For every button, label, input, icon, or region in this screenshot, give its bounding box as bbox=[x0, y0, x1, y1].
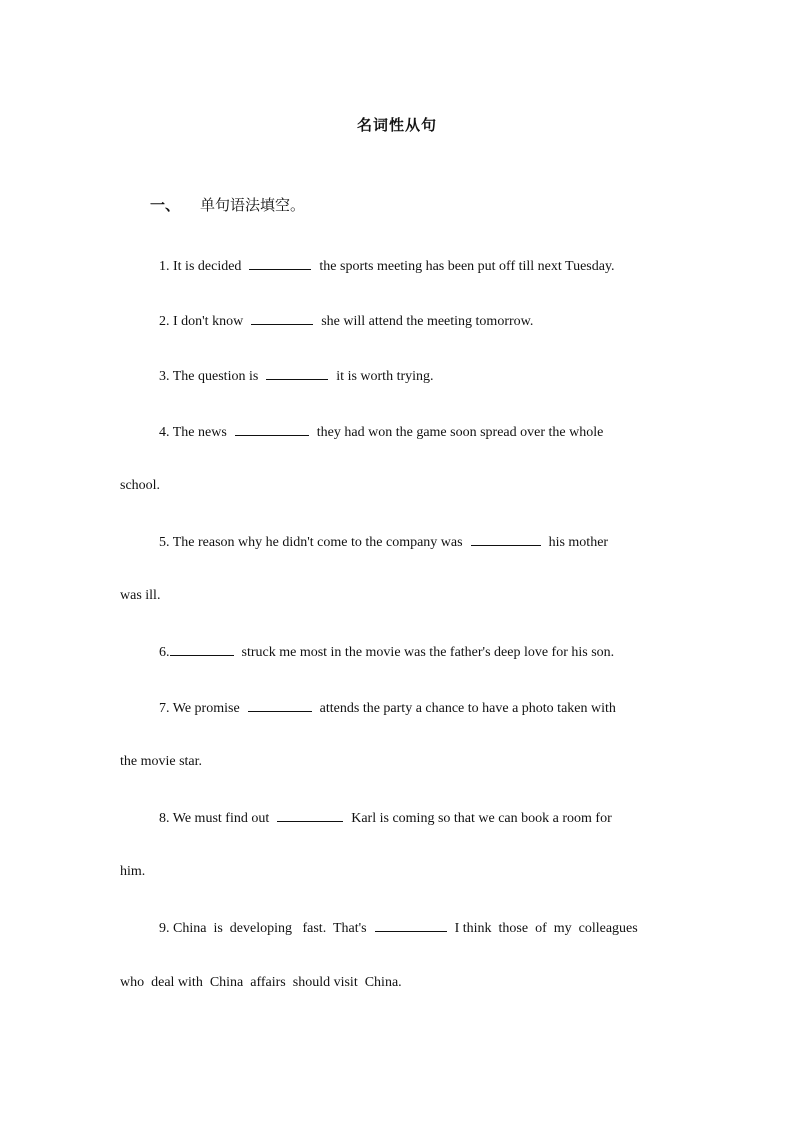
answer-blank-5[interactable] bbox=[471, 532, 541, 546]
question-8-before: 8. We must find out bbox=[159, 811, 270, 826]
answer-blank-4[interactable] bbox=[235, 422, 309, 436]
page-title: 名词性从句 bbox=[356, 116, 437, 134]
answer-blank-9[interactable] bbox=[375, 918, 447, 932]
question-8 bbox=[159, 808, 612, 828]
question-8-continuation: him. bbox=[120, 864, 146, 879]
answer-blank-1[interactable] bbox=[249, 256, 311, 270]
question-6 bbox=[159, 642, 614, 662]
question-9-before: 9. China is developing fast. That's bbox=[159, 921, 367, 936]
question-7-before: 7. We promise bbox=[159, 701, 240, 716]
answer-blank-8[interactable] bbox=[277, 808, 343, 822]
question-8-after: Karl is coming so that we can book a room for bbox=[351, 811, 612, 826]
question-6-before: 6. bbox=[159, 645, 170, 660]
question-4-continuation: school. bbox=[120, 478, 161, 493]
question-1 bbox=[159, 256, 615, 276]
question-4-before: 4. The news bbox=[159, 425, 227, 440]
question-1-after: the sports meeting has been put off till next Tuesday. bbox=[319, 259, 615, 274]
section-number: 一、 bbox=[150, 196, 181, 214]
question-5-continuation: was ill. bbox=[120, 588, 161, 603]
question-5 bbox=[159, 532, 608, 552]
question-2-after: she will attend the meeting tomorrow. bbox=[321, 314, 534, 329]
section-heading bbox=[150, 194, 305, 215]
question-4-after: they had won the game soon spread over the whole bbox=[316, 425, 604, 440]
question-9-after: I think those of my colleagues bbox=[454, 921, 638, 936]
answer-blank-2[interactable] bbox=[251, 311, 313, 325]
question-2-before: 2. I don't know bbox=[159, 314, 244, 329]
question-9 bbox=[159, 918, 638, 938]
question-7 bbox=[159, 698, 616, 718]
question-4 bbox=[159, 422, 603, 442]
question-9-continuation: who deal with China affairs should visit China. bbox=[120, 975, 402, 990]
question-3 bbox=[159, 366, 434, 386]
question-3-before: 3. The question is bbox=[159, 369, 259, 384]
question-7-after: attends the party a chance to have a photo taken with bbox=[319, 701, 616, 716]
answer-blank-7[interactable] bbox=[248, 698, 312, 712]
question-1-before: 1. It is decided bbox=[159, 259, 242, 274]
question-6-after: struck me most in the movie was the father's deep love for his son. bbox=[241, 645, 615, 660]
question-3-after: it is worth trying. bbox=[336, 369, 434, 384]
answer-blank-3[interactable] bbox=[266, 366, 328, 380]
question-5-before: 5. The reason why he didn't come to the company was bbox=[159, 535, 463, 550]
question-5-after: his mother bbox=[548, 535, 609, 550]
question-7-continuation: the movie star. bbox=[120, 754, 203, 769]
section-title: 单句语法填空。 bbox=[200, 196, 306, 214]
answer-blank-6[interactable] bbox=[170, 642, 234, 656]
question-2 bbox=[159, 311, 533, 331]
